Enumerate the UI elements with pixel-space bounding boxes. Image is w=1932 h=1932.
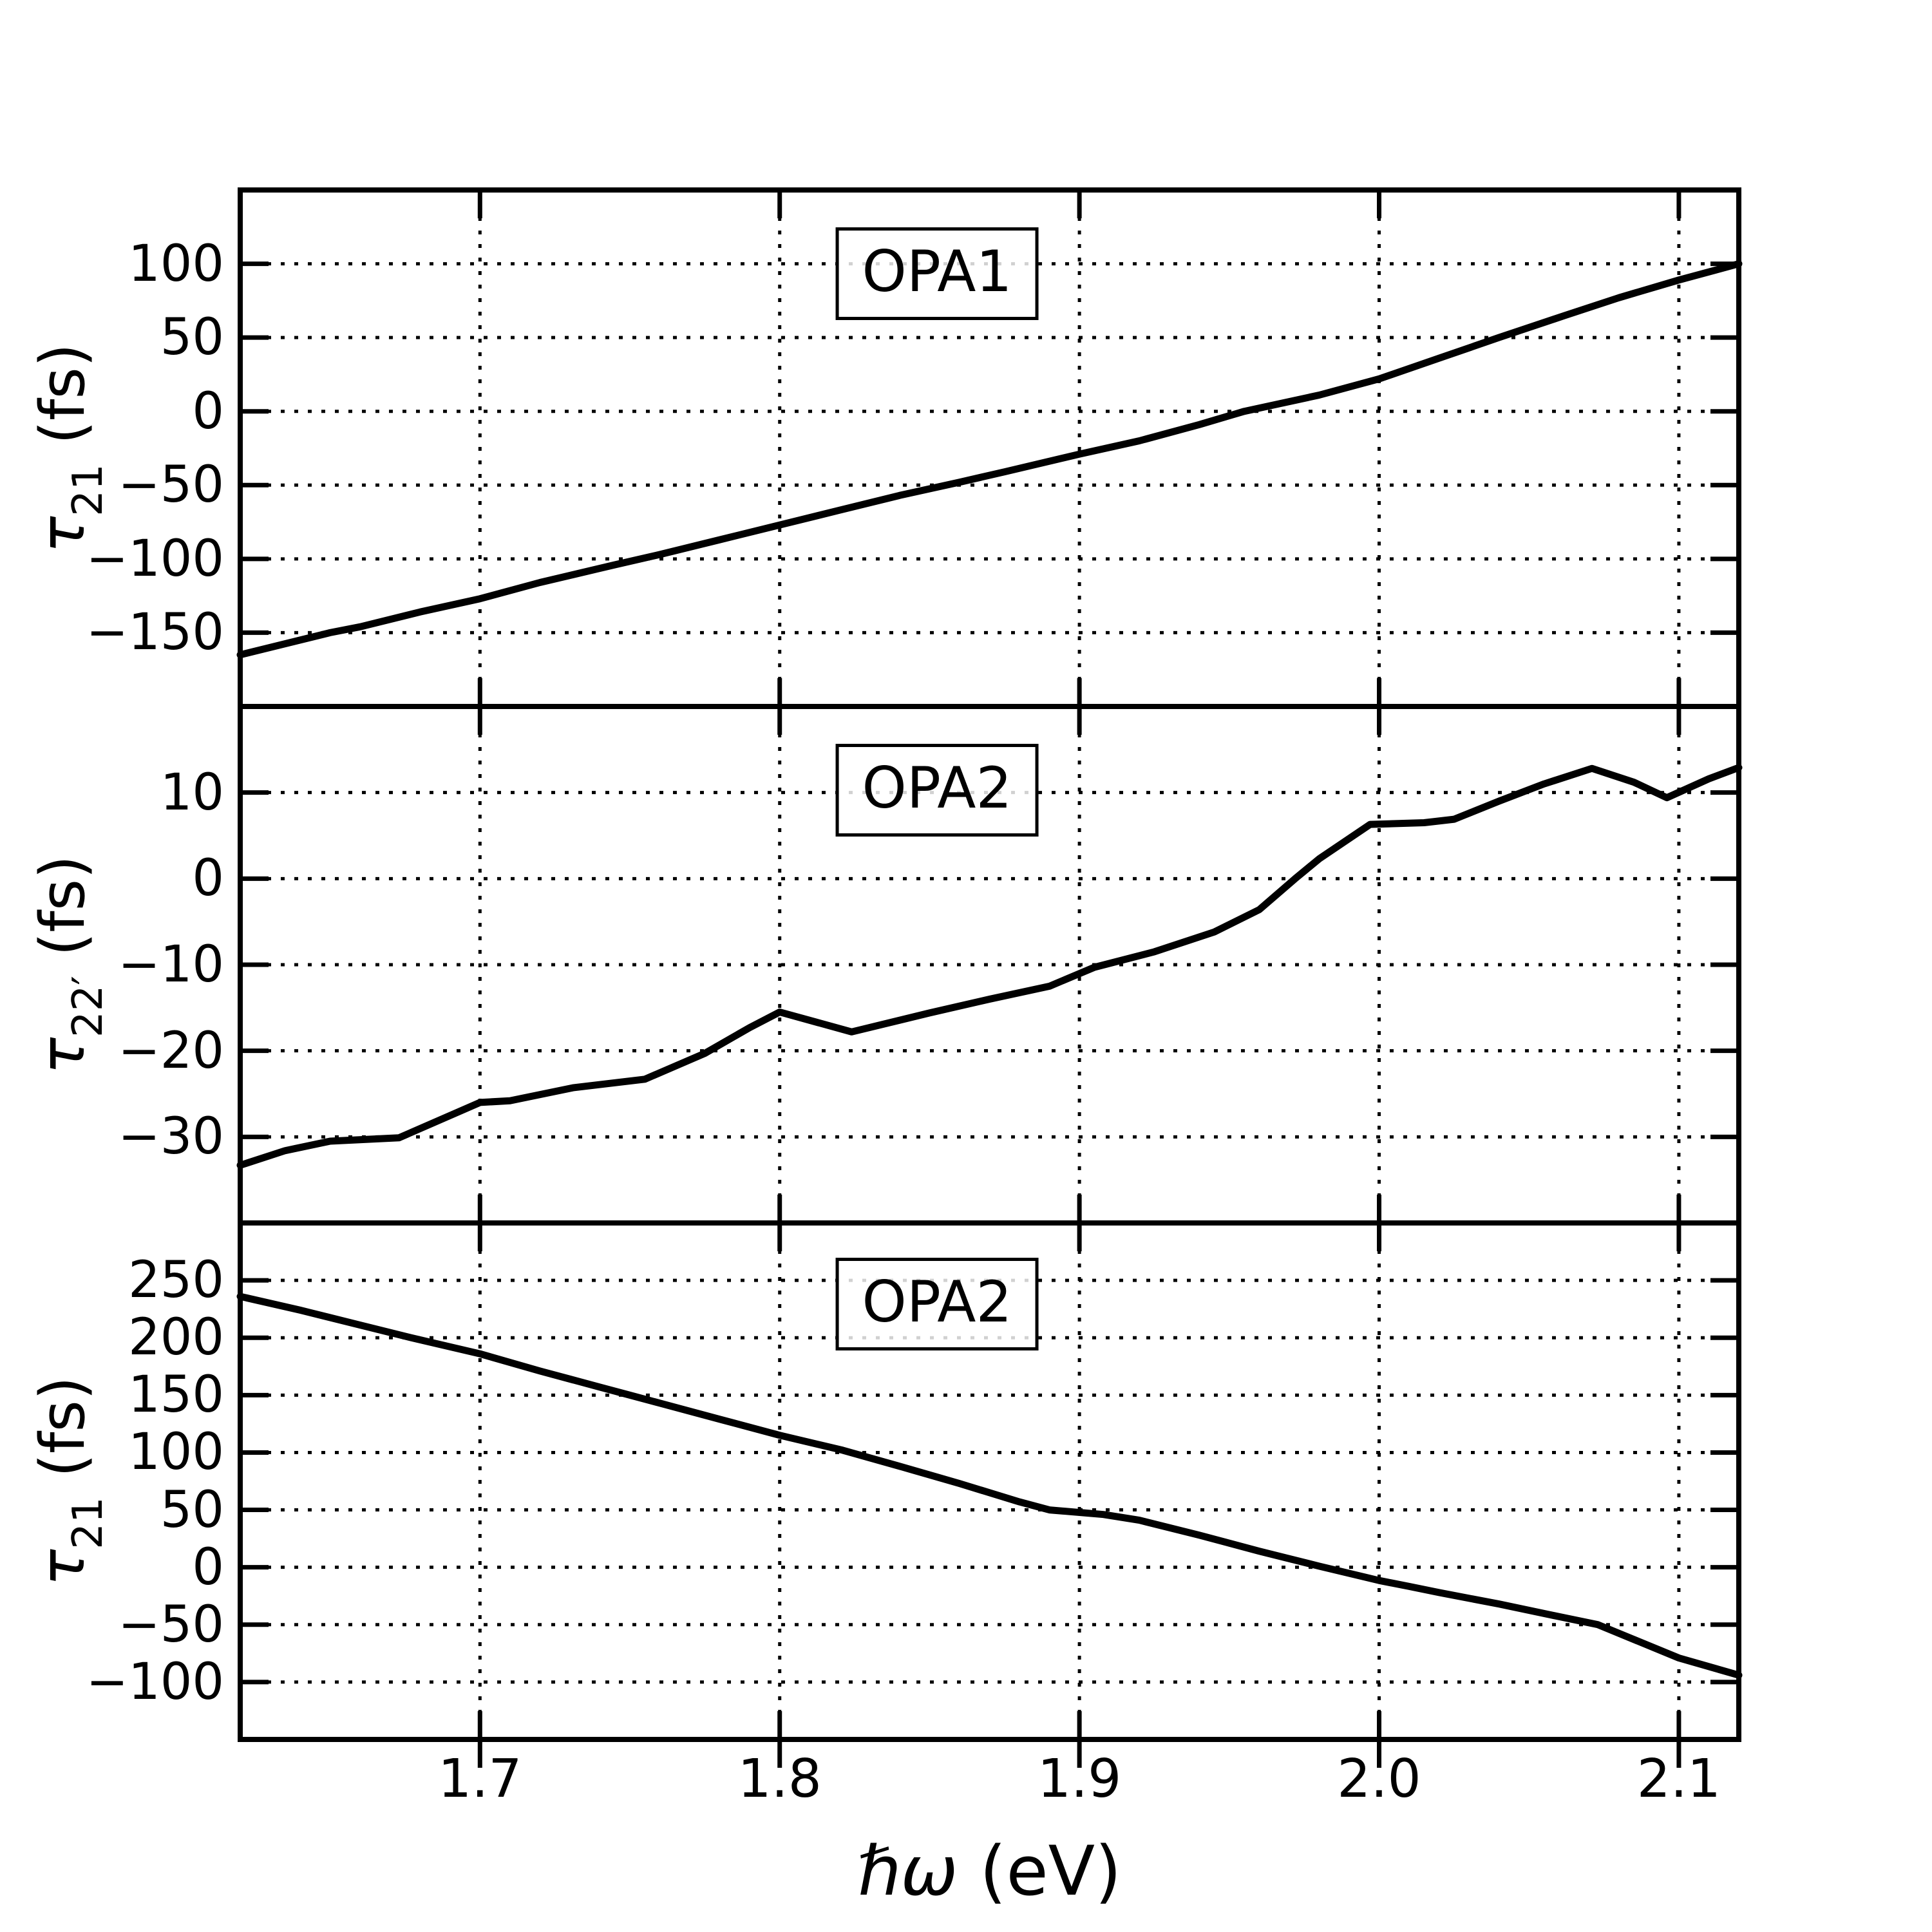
legend-box-opa1 <box>836 227 1039 320</box>
x-axis-title <box>240 1834 1739 1909</box>
tau-subscript: 21 <box>64 464 112 516</box>
y-tick-label: −10 <box>118 936 224 994</box>
y-tick-label: 50 <box>160 308 224 367</box>
y-tick-label: 0 <box>192 849 224 908</box>
y-axis-title-top <box>28 242 111 654</box>
tau-symbol: τ <box>28 1549 99 1586</box>
y-axis-unit: (fs) <box>28 1376 99 1497</box>
legend-label: OPA2 <box>862 1269 1012 1335</box>
x-tick-label: 1.9 <box>1037 1748 1122 1810</box>
y-tick-label: −100 <box>86 1653 224 1711</box>
legend-box-opa2-middle <box>836 744 1039 837</box>
hbar-omega-symbol: ℏω <box>857 1832 958 1911</box>
y-tick-label: −50 <box>118 456 224 515</box>
y-tick-label: 50 <box>160 1481 224 1539</box>
y-tick-label: −150 <box>86 603 224 662</box>
tau-symbol: τ <box>28 516 99 553</box>
y-tick-label: 0 <box>192 382 224 440</box>
data-curve-opa2-tau21 <box>240 1296 1739 1675</box>
y-tick-label: 250 <box>128 1251 224 1310</box>
y-tick-label: −100 <box>86 529 224 588</box>
tau-symbol: τ <box>28 1037 99 1075</box>
x-tick-label: 2.0 <box>1337 1748 1421 1810</box>
tau-subscript: 22′ <box>64 976 112 1038</box>
y-tick-label: 150 <box>128 1366 224 1425</box>
y-tick-label: 200 <box>128 1309 224 1367</box>
y-tick-label: 10 <box>160 763 224 822</box>
y-tick-label: −20 <box>118 1021 224 1080</box>
x-axis-unit: (eV) <box>958 1832 1122 1911</box>
legend-label: OPA2 <box>862 755 1012 821</box>
x-tick-label: 1.8 <box>737 1748 822 1810</box>
tau-subscript: 21 <box>64 1497 112 1549</box>
y-tick-label: 100 <box>128 1423 224 1482</box>
y-tick-label: −30 <box>118 1108 224 1166</box>
x-tick-label: 2.1 <box>1636 1748 1721 1810</box>
y-tick-label: 100 <box>128 234 224 293</box>
y-axis-unit: (fs) <box>28 855 99 976</box>
y-axis-unit: (fs) <box>28 343 99 464</box>
legend-label: OPA1 <box>862 238 1012 305</box>
y-tick-label: −50 <box>118 1595 224 1654</box>
x-tick-label: 1.7 <box>438 1748 522 1810</box>
legend-box-opa2-bottom <box>836 1258 1039 1350</box>
data-curve-opa1-tau21 <box>240 264 1739 655</box>
y-tick-label: 0 <box>192 1538 224 1596</box>
